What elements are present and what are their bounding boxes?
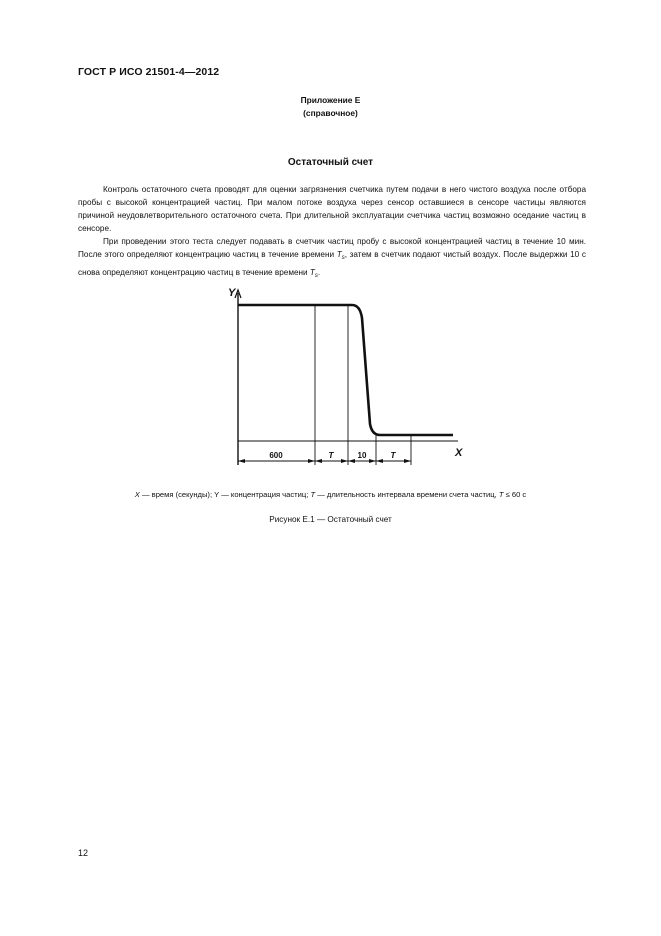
paragraph-2-part2: , затем в счетчик подают чистый воздух. После выдержки 10 с снова определяют концентрацию частиц в течение времени [78, 250, 586, 277]
legend-x-text: — время (секунды); Y — концентрация частиц; [139, 490, 311, 499]
dimension-label-10: 10 [357, 451, 367, 460]
standard-header: ГОСТ Р ИСО 21501-4—2012 [78, 66, 220, 78]
ts-symbol-2: T [309, 267, 315, 277]
figure-legend [0, 490, 661, 499]
ts-symbol-1: T [336, 250, 342, 260]
legend-t-condition: ≤ 60 с [503, 490, 527, 499]
dimension-label-t1: T [328, 450, 334, 460]
x-axis-label: X [455, 447, 463, 459]
legend-t-symbol-2: T [498, 490, 504, 499]
figure-caption: Рисунок Е.1 — Остаточный счет [269, 515, 392, 524]
annex-title: Приложение Е [300, 95, 361, 105]
annex-kind: (справочное) [303, 108, 358, 118]
legend-t-text: — длительность интервала времени счета частиц, [315, 490, 499, 499]
ts-subscript-2: s [314, 272, 318, 279]
paragraph-2-part3: . [317, 267, 321, 277]
dimension-label-t2: T [390, 450, 396, 460]
paragraph-2-part1: При проведении этого теста следует подавать в счетчик частиц пробу с высокой концентрацией частиц в течение 10 мин. После этого определяют концентрацию частиц в течение времени [78, 237, 586, 260]
y-axis-label: Y [228, 287, 236, 299]
section-title: Остаточный счет [287, 157, 374, 168]
paragraph-1: Контроль остаточного счета проводят для оценки загрязнения счетчика путем подачи в него чистого воздуха после отбора пробы с высокой концентрацией частиц. При малом потоке воздуха через сенсор оставшиеся в сенсоре частицы являются причиной неудовлетворительного остаточного счета. При длительной эксплуатации счетчика частиц возможно оседание частиц в сенсоре. [78, 185, 586, 234]
legend-x-symbol: X [134, 490, 140, 499]
page-number: 12 [78, 848, 89, 858]
dimension-label-600: 600 [269, 451, 283, 460]
ts-subscript-1: s [341, 255, 345, 262]
concentration-curve [238, 305, 453, 435]
legend-t-symbol: T [310, 490, 316, 499]
